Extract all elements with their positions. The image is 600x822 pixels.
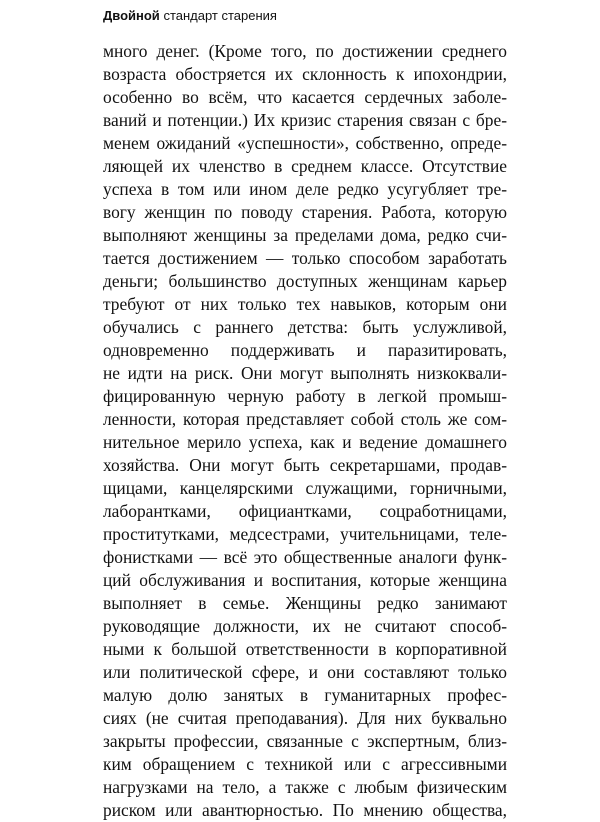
text-line: ваний и потенции.) Их кризис старения связан с бре-	[103, 110, 507, 130]
text-line: лаборантками, официантками, соцработницами,	[103, 501, 507, 521]
text-line: требуют от них только тех навыков, которым они	[103, 294, 507, 314]
text-line: щицами, канцелярскими служащими, горничными,	[103, 478, 507, 498]
text-line: выполняют женщины за пределами дома, редко счи-	[103, 225, 507, 245]
text-line: тается достижением — только способом заработать	[103, 248, 507, 268]
text-line: ными к большой ответственности в корпоративной	[103, 639, 507, 659]
text-line: возраста обостряется их склонность к ипохондрии,	[103, 64, 507, 84]
text-line: ленности, которая представляет собой столь же сом-	[103, 409, 507, 429]
text-line: выполняет в семье. Женщины редко занимают	[103, 593, 507, 613]
text-line: ким обращением с техникой или с агрессивными	[103, 754, 507, 774]
text-line: вогу женщин по поводу старения. Работа, которую	[103, 202, 507, 222]
text-line: особенно во всём, что касается сердечных заболе-	[103, 87, 507, 107]
text-line: малую долю занятых в гуманитарных профес-	[103, 685, 507, 705]
text-line: нагрузками на тело, а также с любым физическим	[103, 777, 507, 797]
text-line: не идти на риск. Они могут выполнять низкоквали-	[103, 363, 507, 383]
running-head	[103, 8, 277, 24]
text-line: нительное мерило успеха, как и ведение домашнего	[103, 432, 507, 452]
text-line: закрыты профессии, связанные с экспертным, близ-	[103, 731, 507, 751]
text-line: ляющей их членство в среднем классе. Отсутствие	[103, 156, 507, 176]
text-line: обучались с раннего детства: быть услужливой,	[103, 317, 507, 337]
text-line: риском или авантюрностью. По мнению общества,	[103, 800, 507, 820]
text-line: руководящие должности, их не считают способ-	[103, 616, 507, 636]
text-line: или политической сфере, и они составляют только	[103, 662, 507, 682]
running-head-bold: Двойной	[103, 8, 160, 23]
text-line: деньги; большинство доступных женщинам карьер	[103, 271, 507, 291]
text-line: фицированную черную работу в легкой промыш-	[103, 386, 507, 406]
running-head-rest: стандарт старения	[163, 8, 277, 23]
body-text	[103, 40, 507, 822]
text-line: много денег. (Кроме того, по достижении среднего	[103, 41, 507, 61]
text-line: одновременно поддерживать и паразитировать,	[103, 340, 507, 360]
text-line: фонистками — всё это общественные аналоги функ-	[103, 547, 507, 567]
text-line: хозяйства. Они могут быть секретаршами, продав-	[103, 455, 507, 475]
text-line: менем ожиданий «успешности», собственно, опреде-	[103, 133, 507, 153]
text-line: ций обслуживания и воспитания, которые женщина	[103, 570, 507, 590]
text-line: успеха в том или ином деле редко усугубляет тре-	[103, 179, 507, 199]
text-line: проститутками, медсестрами, учительницами, теле-	[103, 524, 507, 544]
text-line: сиях (не считая преподавания). Для них буквально	[103, 708, 507, 728]
